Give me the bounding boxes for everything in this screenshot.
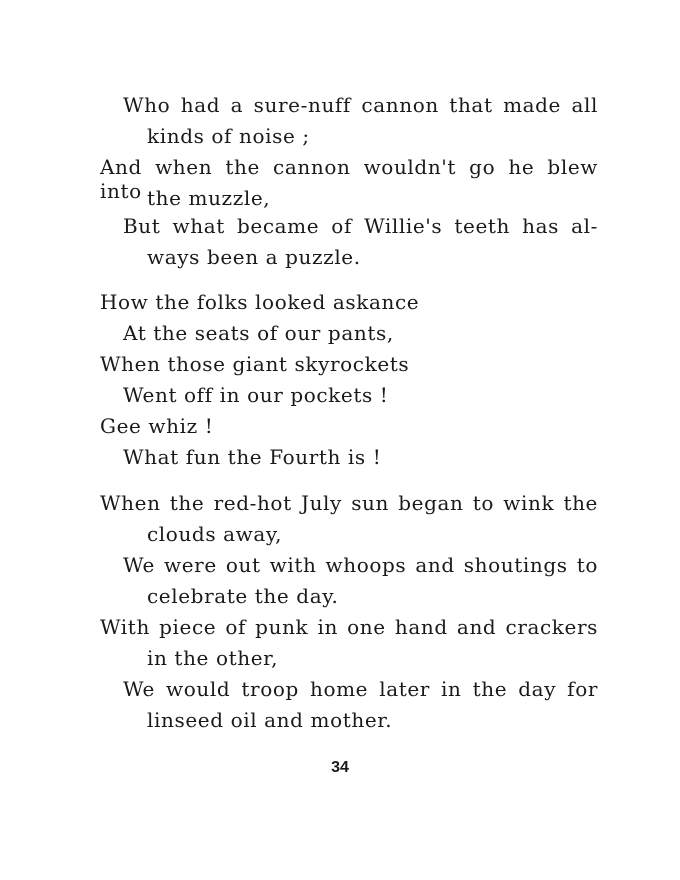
page-number: 34 [331,759,349,776]
verse-line: At the seats of our pants, [123,321,394,345]
verse-line: Went off in our pockets ! [123,383,389,407]
verse-line: With piece of punk in one hand and crackers [100,615,598,639]
verse-line: clouds away, [147,522,283,546]
verse-line: Who had a sure-nuff cannon that made all [123,93,598,117]
verse-line: kinds of noise ; [147,124,310,148]
verse-line: When the red-hot July sun began to wink the [100,491,598,515]
verse-line: linseed oil and mother. [147,708,393,732]
verse-line: celebrate the day. [147,584,339,608]
verse-line: We would troop home later in the day for [123,677,598,701]
verse-line: We were out with whoops and shoutings to [123,553,598,577]
verse-line: the muzzle, [147,186,271,210]
verse-line: Gee whiz ! [100,414,214,438]
verse-line: When those giant skyrockets [100,352,410,376]
verse-line: How the folks looked askance [100,290,420,314]
verse-line: What fun the Fourth is ! [123,445,382,469]
verse-line: ways been a puzzle. [147,245,361,269]
verse-line: in the other, [147,646,279,670]
verse-line: But what became of Willie's teeth has al- [123,214,598,238]
verse-line: And when the cannon wouldn't go he blew into [100,155,598,203]
